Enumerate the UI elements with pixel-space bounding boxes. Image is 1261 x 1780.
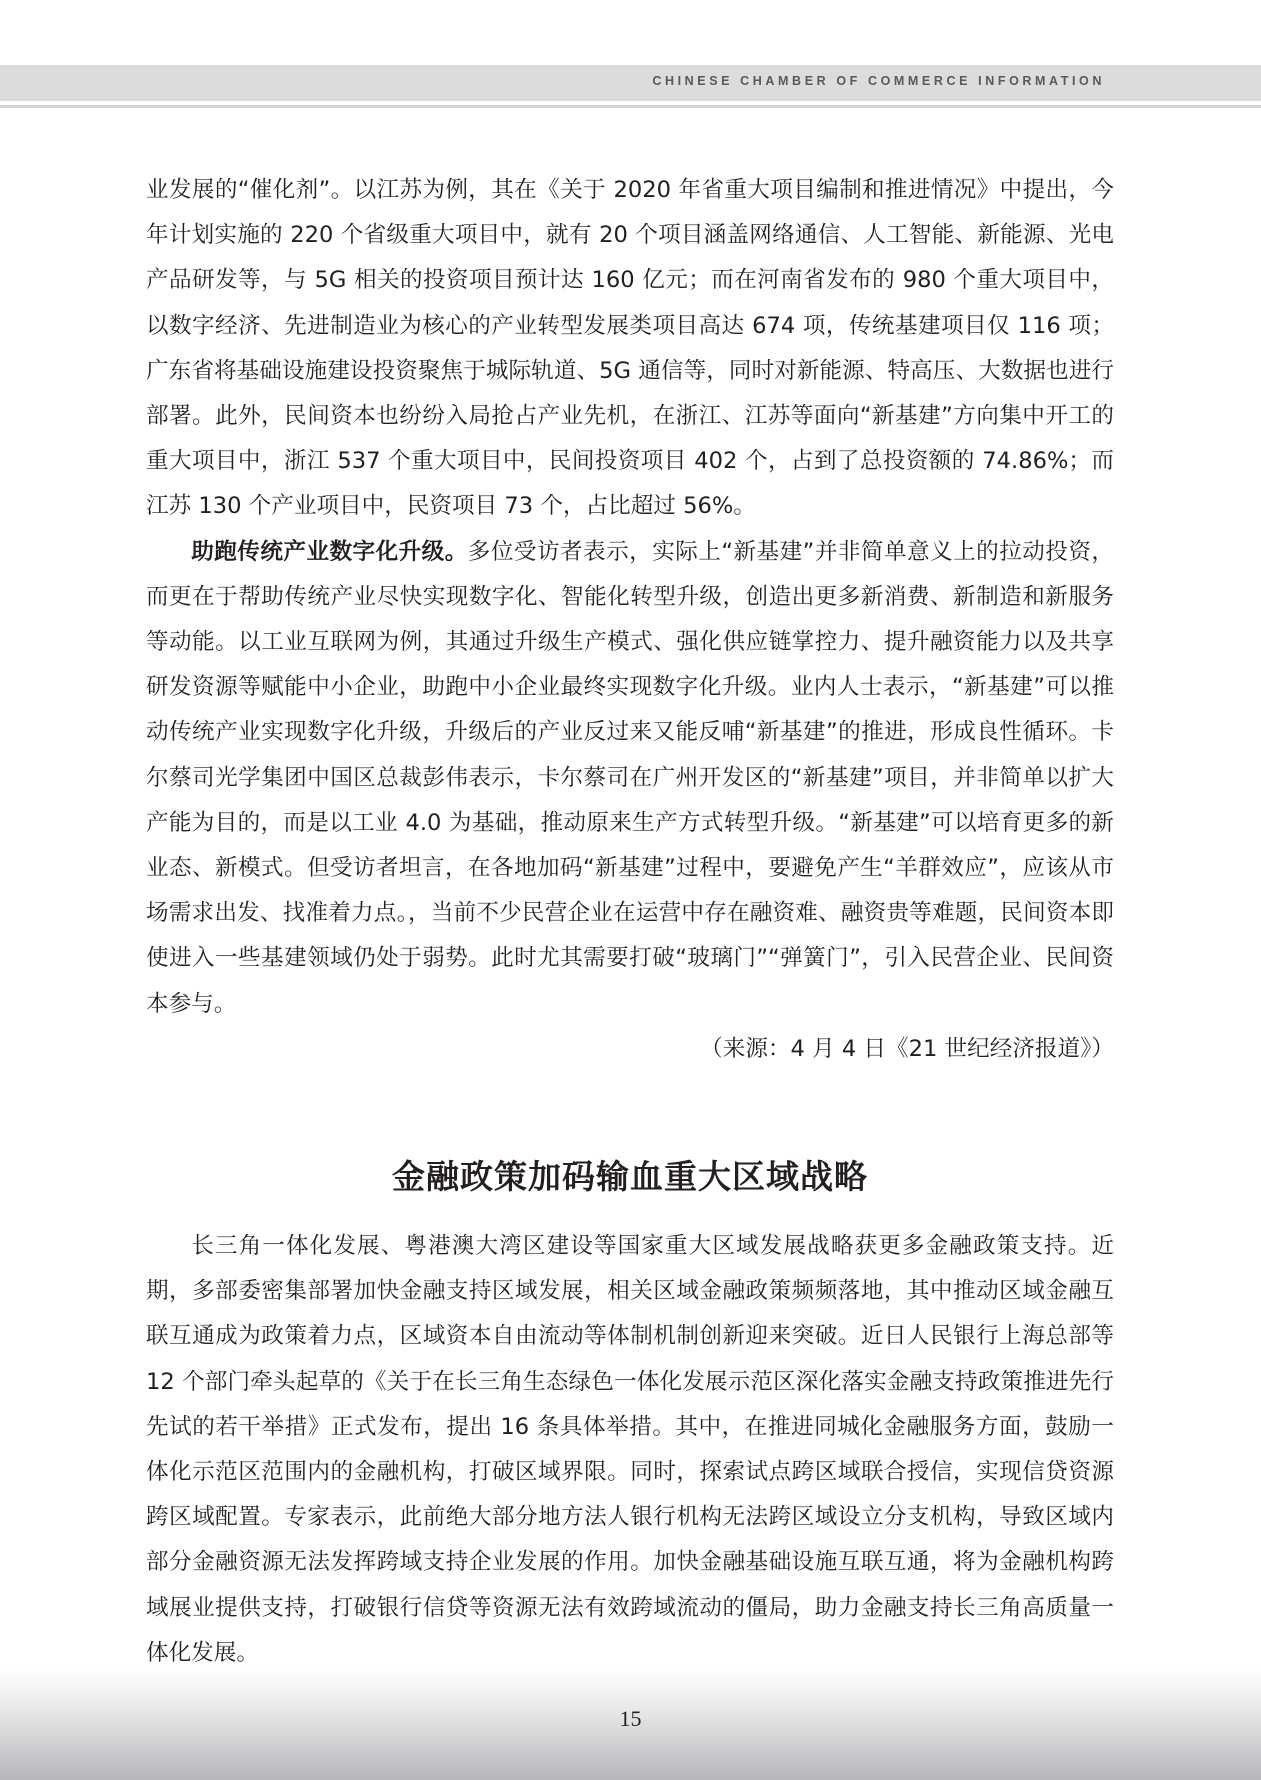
article1-source: （来源：4 月 4 日《21 世纪经济报道》） — [700, 1035, 1114, 1062]
article1-paragraph-2-lead: 助跑传统产业数字化升级。 — [191, 538, 468, 565]
article2-paragraph-1: 长三角一体化发展、粤港澳大湾区建设等国家重大区域发展战略获更多金融政策支持。近期，多部委密集部署加快金融支持区域发展，相关区域金融政策频频落地，其中推动区域金融互联互通成为政策着力点，区域资本自由流动等体制机制创新迎来突破。近日人民银行上海总部等 12 个部门牵头起草的《关于在长三角生态绿色一体化发展示范区深化落实金融支持政策推进先行先试的若干举措》正式发布，提出 16 条具体举措。其中，在推进同城化金融服务方面，鼓励一体化示范区范围内的金融机构，打破区域界限。同时，探索试点跨区域联合授信，实现信贷资源跨区域配置。专家表示，此前绝大部分地方法人银行机构无法跨区域设立分支机构，导致区域内部分金融资源无法发挥跨域支持企业发展的作用。加快金融基础设施互联互通，将为金融机构跨域展业提供支持，打破银行信贷等资源无法有效跨域流动的僵局，助力金融支持长三角高质量一体化发展。 — [146, 1233, 1114, 1666]
page-content — [146, 168, 1114, 1676]
page-number: 15 — [619, 1706, 642, 1731]
running-header: CHINESE CHAMBER OF COMMERCE INFORMATION — [652, 74, 1105, 88]
header-rule — [0, 105, 1261, 108]
article1-paragraph-2 — [146, 530, 1114, 1027]
article1-paragraph-1: 业发展的“催化剂”。以江苏为例，其在《关于 2020 年省重大项目编制和推进情况》中提出，今年计划实施的 220 个省级重大项目中，就有 20 个项目涵盖网络通信、人工智能、新能源、光电产品研发等，与 5G 相关的投资项目预计达 160 亿元；而在河南省发布的 980 个重大项目中，以数字经济、先进制造业为核心的产业转型发展类项目高达 674 项，传统基建项目仅 116 项；广东省将基础设施建设投资聚焦于城际轨道、5G 通信等，同时对新能源、特高压、大数据也进行部署。此外，民间资本也纷纷入局抢占产业先机，在浙江、江苏等面向“新基建”方向集中开工的重大项目中，浙江 537 个重大项目中，民间投资项目 402 个，占到了总投资额的 74.86%；而江苏 130 个产业项目中，民资项目 73 个，占比超过 56%。 — [146, 177, 1114, 520]
article2-title: 金融政策加码输血重大区域战略 — [392, 1157, 868, 1197]
article1-paragraph-2-body: 多位受访者表示，实际上“新基建”并非简单意义上的拉动投资，而更在于帮助传统产业尽快实现数字化、智能化转型升级，创造出更多新消费、新制造和新服务等动能。以工业互联网为例，其通过升级生产模式、强化供应链掌控力、提升融资能力以及共享研发资源等赋能中小企业，助跑中小企业最终实现数字化升级。业内人士表示，“新基建”可以推动传统产业实现数字化升级，升级后的产业反过来又能反哺“新基建”的推进，形成良性循环。卡尔蔡司光学集团中国区总裁彭伟表示，卡尔蔡司在广州开发区的“新基建”项目，并非简单以扩大产能为目的，而是以工业 4.0 为基础，推动原来生产方式转型升级。“新基建”可以培育更多的新业态、新模式。但受访者坦言，在各地加码“新基建”过程中，要避免产生“羊群效应”，应该从市场需求出发、找准着力点。，当前不少民营企业在运营中存在融资难、融资贵等难题，民间资本即使进入一些基建领域仍处于弱势。此时尤其需要打破“玻璃门”“弹簧门”，引入民营企业、民间资本参与。 — [146, 538, 1115, 1017]
